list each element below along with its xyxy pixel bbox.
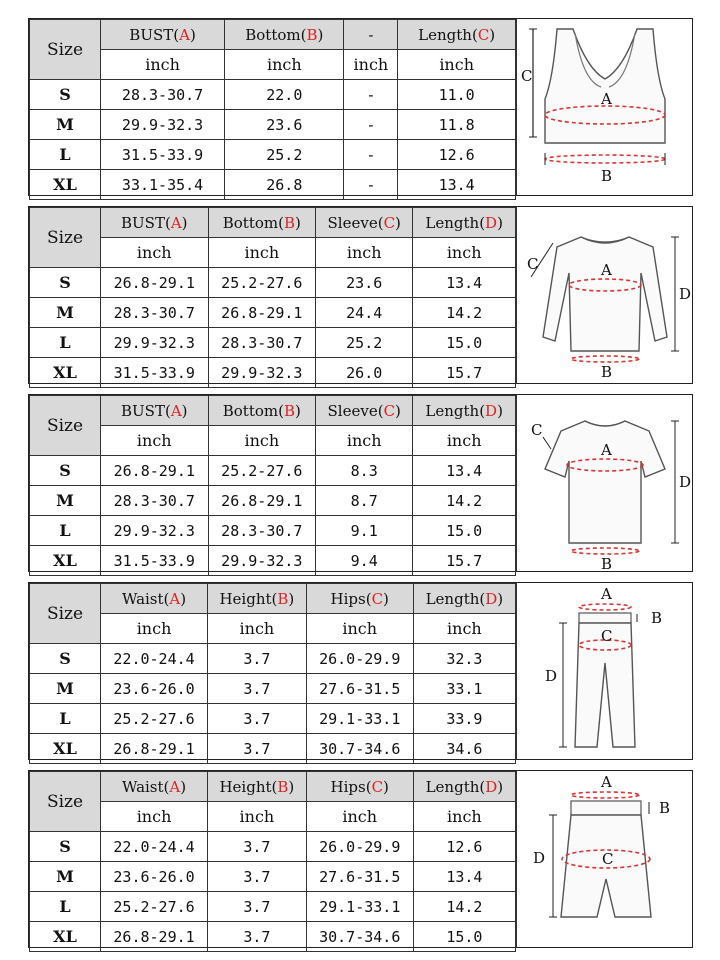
col-header [413,584,515,614]
header-text: ( [164,401,171,420]
measure-letter: B [283,401,296,420]
header-text: Waist [121,777,164,796]
table-cell: XL [30,734,101,764]
table-cell: 29.9-32.3 [208,358,316,388]
table-cell: 28.3-30.7 [208,328,316,358]
table-cell: 26.8-29.1 [101,268,209,298]
table-cell: 28.3-30.7 [101,486,209,516]
header-text [30,584,516,614]
table-cell: 3.7 [208,832,307,862]
header-text [30,772,516,802]
table-cell: 30.7-34.6 [306,922,413,952]
col-header [208,772,307,802]
header-text: ) [295,401,301,420]
table-cell: 33.1-35.4 [101,170,225,200]
size-header: Size [30,20,101,80]
table-cell: 15.0 [413,328,516,358]
header-text: Hips [330,589,366,608]
table-cell: 22.0-24.4 [101,644,208,674]
table-cell: 29.9-32.3 [101,328,209,358]
table-cell: 3.7 [208,734,307,764]
table-cell: 15.7 [413,358,516,388]
svg-text:C: C [531,421,543,439]
measure-letter: C [477,25,490,44]
table-cell: S [30,832,101,862]
table-cell: XL [30,358,101,388]
col-header [316,396,413,426]
header-text: ( [479,589,486,608]
header-text: ) [497,401,503,420]
table-cell: 25.2 [316,328,413,358]
col-header [101,396,209,426]
svg-text:C: C [602,850,614,868]
table-row [30,674,516,704]
svg-text:B: B [651,609,663,627]
table-cell: 29.9-32.3 [101,516,209,546]
unit-cell: inch [413,426,516,456]
measure-letter: A [170,401,182,420]
table-row [30,170,516,200]
table-cell: 23.6-26.0 [101,862,208,892]
measure-letter: D [485,589,498,608]
svg-text:A: A [601,90,612,108]
table-cell: 26.8-29.1 [208,486,316,516]
unit-cell: inch [316,238,413,268]
unit-cell: inch [101,426,209,456]
header-text: ) [395,401,401,420]
size-block-pants [28,582,693,760]
header-text: ( [278,401,284,420]
table-cell: M [30,674,101,704]
unit-cell: inch [306,614,413,644]
table-cell: 13.4 [413,456,516,486]
svg-text:B: B [601,555,613,571]
table-cell: L [30,892,101,922]
table-cell: 22.0-24.4 [101,832,208,862]
pants-illustration [516,583,693,759]
shorts-illustration [516,771,693,947]
unit-cell: inch [101,238,209,268]
header-text: ) [383,777,389,796]
table-cell: 29.9-32.3 [208,546,316,576]
col-header [316,208,413,238]
header-text [30,238,516,268]
col-header [306,772,413,802]
table-cell: L [30,328,101,358]
unit-cell: inch [413,238,516,268]
col-header [101,20,225,50]
svg-text:D: D [679,285,692,303]
bra-diagram [517,19,693,195]
header-text: ( [164,213,171,232]
col-header [413,396,516,426]
header-text: ( [271,589,278,608]
table-cell: - [344,170,398,200]
header-text: ) [181,213,188,232]
table-cell: 26.8-29.1 [101,922,208,952]
table-cell: - [344,140,398,170]
table-cell: 14.2 [413,486,516,516]
table-cell: 25.2-27.6 [208,268,316,298]
unit-cell: inch [316,426,413,456]
svg-text:B: B [601,167,613,185]
header-text: ) [497,589,504,608]
svg-text:B: B [659,799,671,817]
header-text: Bottom [222,213,279,232]
header-text: ) [295,213,301,232]
measure-letter: A [169,589,181,608]
unit-cell: inch [344,50,398,80]
header-text: BUST [121,213,165,232]
table-cell: L [30,516,101,546]
header-text: ( [163,589,170,608]
long-sleeve-diagram [517,207,693,383]
table-cell: 33.1 [413,674,515,704]
header-text: Length [425,401,480,420]
table-row [30,892,516,922]
table-cell: 8.7 [316,486,413,516]
header-text: BUST [129,25,174,44]
header-text: ( [365,589,372,608]
table-cell: 8.3 [316,456,413,486]
header-text: ) [288,777,295,796]
table-row [30,268,516,298]
table-row [30,358,516,388]
measure-letter: D [485,777,498,796]
header-text: ( [278,213,284,232]
table-row [30,546,516,576]
table-cell: 15.0 [413,516,516,546]
header-text: Length [425,213,480,232]
table-cell: 32.3 [413,644,515,674]
svg-text:A: A [601,773,612,791]
col-header [101,208,209,238]
measure-letter: B [283,213,296,232]
header-text: Length [418,25,472,44]
table-cell: M [30,862,101,892]
header-text [30,208,516,238]
pants-diagram [517,583,693,759]
header-text: ( [300,25,307,44]
table-cell: 26.0-29.9 [306,644,413,674]
measure-letter: D [485,401,498,420]
table-cell: 14.2 [413,892,515,922]
bra-illustration [516,19,693,195]
short-sleeve-illustration [516,395,693,571]
measure-letter: C [371,777,384,796]
table-cell: 12.6 [413,832,515,862]
table-cell: 33.9 [413,704,515,734]
table-row [30,456,516,486]
table-cell: 26.8-29.1 [208,298,316,328]
col-header [101,772,208,802]
header-text: ) [181,401,188,420]
table-cell: 29.9-32.3 [101,110,225,140]
table-cell: 34.6 [413,734,515,764]
table-row [30,922,516,952]
table-cell: 26.8 [225,170,344,200]
header-text: ( [173,25,180,44]
header-text: Height [219,589,272,608]
table-row [30,734,516,764]
table-cell: 11.8 [398,110,516,140]
table-cell: 13.4 [398,170,516,200]
svg-text:D: D [679,473,692,491]
table-cell: 28.3-30.7 [208,516,316,546]
table-cell: - [344,80,398,110]
table-cell: 29.1-33.1 [306,892,413,922]
table-cell: 9.1 [316,516,413,546]
size-table-bra [29,19,516,200]
short-sleeve-diagram [517,395,693,571]
header-text: ) [180,589,187,608]
table-row [30,862,516,892]
header-text: Hips [330,777,366,796]
table-cell: M [30,110,101,140]
table-cell: L [30,140,101,170]
table-row [30,140,516,170]
table-cell: 13.4 [413,268,516,298]
header-text: Height [219,777,272,796]
table-cell: 27.6-31.5 [306,862,413,892]
long-sleeve-illustration [516,207,693,383]
header-text: Bottom [245,25,301,44]
header-text: Length [425,777,480,796]
col-header [225,20,344,50]
table-cell: 3.7 [208,862,307,892]
table-cell: 26.0 [316,358,413,388]
table-cell: 23.6-26.0 [101,674,208,704]
header-text: ) [489,25,496,44]
col-header [208,584,307,614]
table-cell: 22.0 [225,80,344,110]
table-cell: 25.2-27.6 [208,456,316,486]
table-cell: S [30,456,101,486]
unit-cell: inch [208,426,316,456]
table-row [30,328,516,358]
table-cell: 15.0 [413,922,515,952]
shorts-diagram [517,771,693,947]
table-cell: 26.8-29.1 [101,456,209,486]
col-header [413,772,515,802]
svg-text:C: C [521,67,533,85]
unit-cell: inch [225,50,344,80]
size-header: Size [30,396,101,456]
header-text: Bottom [222,401,279,420]
table-cell: 9.4 [316,546,413,576]
svg-text:C: C [527,255,539,273]
header-text: ( [271,777,278,796]
size-block-short-sleeve [28,394,693,572]
unit-cell: inch [101,802,208,832]
table-cell: XL [30,546,101,576]
table-cell: 28.3-30.7 [101,80,225,110]
header-text [30,426,516,456]
table-cell: 25.2 [225,140,344,170]
table-cell: 3.7 [208,674,307,704]
table-cell: 28.3-30.7 [101,298,209,328]
table-cell: 15.7 [413,546,516,576]
header-text: ) [288,589,295,608]
table-cell: 14.2 [413,298,516,328]
header-text: ) [497,777,504,796]
table-row [30,298,516,328]
table-cell: 3.7 [208,892,307,922]
svg-text:C: C [601,627,613,645]
unit-cell: inch [208,614,307,644]
header-text: ( [479,401,486,420]
header-text: ( [479,213,486,232]
svg-text:A: A [601,261,612,279]
table-cell: S [30,80,101,110]
header-text: ( [163,777,170,796]
table-cell: 23.6 [316,268,413,298]
table-cell: XL [30,922,101,952]
unit-cell: inch [413,614,515,644]
header-text: Sleeve [327,213,378,232]
unit-cell: inch [413,802,515,832]
table-cell: 3.7 [208,704,307,734]
size-header: Size [30,208,101,268]
col-header [208,396,316,426]
header-text: ) [383,589,389,608]
unit-cell: inch [101,614,208,644]
svg-text:D: D [545,667,558,685]
table-row [30,110,516,140]
size-block-shorts [28,770,693,948]
table-cell: 3.7 [208,922,307,952]
table-cell: XL [30,170,101,200]
table-row [30,80,516,110]
table-cell: 13.4 [413,862,515,892]
table-cell: S [30,644,101,674]
header-text: ( [377,213,384,232]
size-table-long-sleeve [29,207,516,388]
table-cell: 3.7 [208,644,307,674]
table-cell: 25.2-27.6 [101,704,208,734]
size-table-pants [29,583,516,764]
svg-text:A: A [601,441,612,459]
table-cell: L [30,704,101,734]
header-text [30,396,516,426]
unit-cell: inch [398,50,516,80]
header-text: Sleeve [327,401,378,420]
size-block-long-sleeve [28,206,693,384]
header-text [30,802,516,832]
measure-letter: B [306,25,318,44]
header-text: ( [471,25,478,44]
size-header: Size [30,584,101,644]
header-text [30,614,516,644]
unit-cell: inch [208,802,307,832]
table-cell: 31.5-33.9 [101,358,209,388]
table-cell: 12.6 [398,140,516,170]
header-text: - [368,25,374,44]
table-cell: 29.1-33.1 [306,704,413,734]
table-cell: M [30,486,101,516]
table-cell: M [30,298,101,328]
table-cell: 27.6-31.5 [306,674,413,704]
header-text: Waist [121,589,164,608]
col-header [208,208,316,238]
measure-letter: A [169,777,181,796]
header-text [30,50,516,80]
measure-letter: D [485,213,498,232]
unit-cell: inch [306,802,413,832]
table-cell: 24.4 [316,298,413,328]
header-text: BUST [121,401,165,420]
measure-letter: A [170,213,182,232]
measure-letter: B [277,777,289,796]
header-text: ( [479,777,486,796]
table-cell: - [344,110,398,140]
col-header [101,584,208,614]
col-header [306,584,413,614]
table-cell: 31.5-33.9 [101,546,209,576]
table-cell: 30.7-34.6 [306,734,413,764]
header-text: ) [180,777,187,796]
measure-letter: C [371,589,384,608]
measure-letter: A [179,25,190,44]
measure-letter: B [277,589,289,608]
table-row [30,516,516,546]
measure-letter: C [383,401,396,420]
svg-text:B: B [601,363,613,381]
table-row [30,704,516,734]
header-text [30,20,516,50]
table-cell: 11.0 [398,80,516,110]
size-table-shorts [29,771,516,952]
header-text: ) [395,213,401,232]
header-text: ) [497,213,503,232]
svg-text:A: A [601,585,612,603]
col-header [398,20,516,50]
unit-cell: inch [208,238,316,268]
table-row [30,486,516,516]
header-text: ( [377,401,384,420]
header-text: ( [365,777,372,796]
size-header: Size [30,772,101,832]
table-cell: 25.2-27.6 [101,892,208,922]
unit-cell: inch [101,50,225,80]
size-table-short-sleeve [29,395,516,576]
col-header [344,20,398,50]
table-row [30,832,516,862]
table-cell: S [30,268,101,298]
table-cell: 26.8-29.1 [101,734,208,764]
header-text: Length [425,589,480,608]
measure-letter: C [383,213,396,232]
table-cell: 26.0-29.9 [306,832,413,862]
table-row [30,644,516,674]
table-cell: 23.6 [225,110,344,140]
header-text: ) [189,25,196,44]
header-text: ) [317,25,324,44]
col-header [413,208,516,238]
svg-text:D: D [533,849,546,867]
table-cell: 31.5-33.9 [101,140,225,170]
size-block-bra [28,18,693,196]
